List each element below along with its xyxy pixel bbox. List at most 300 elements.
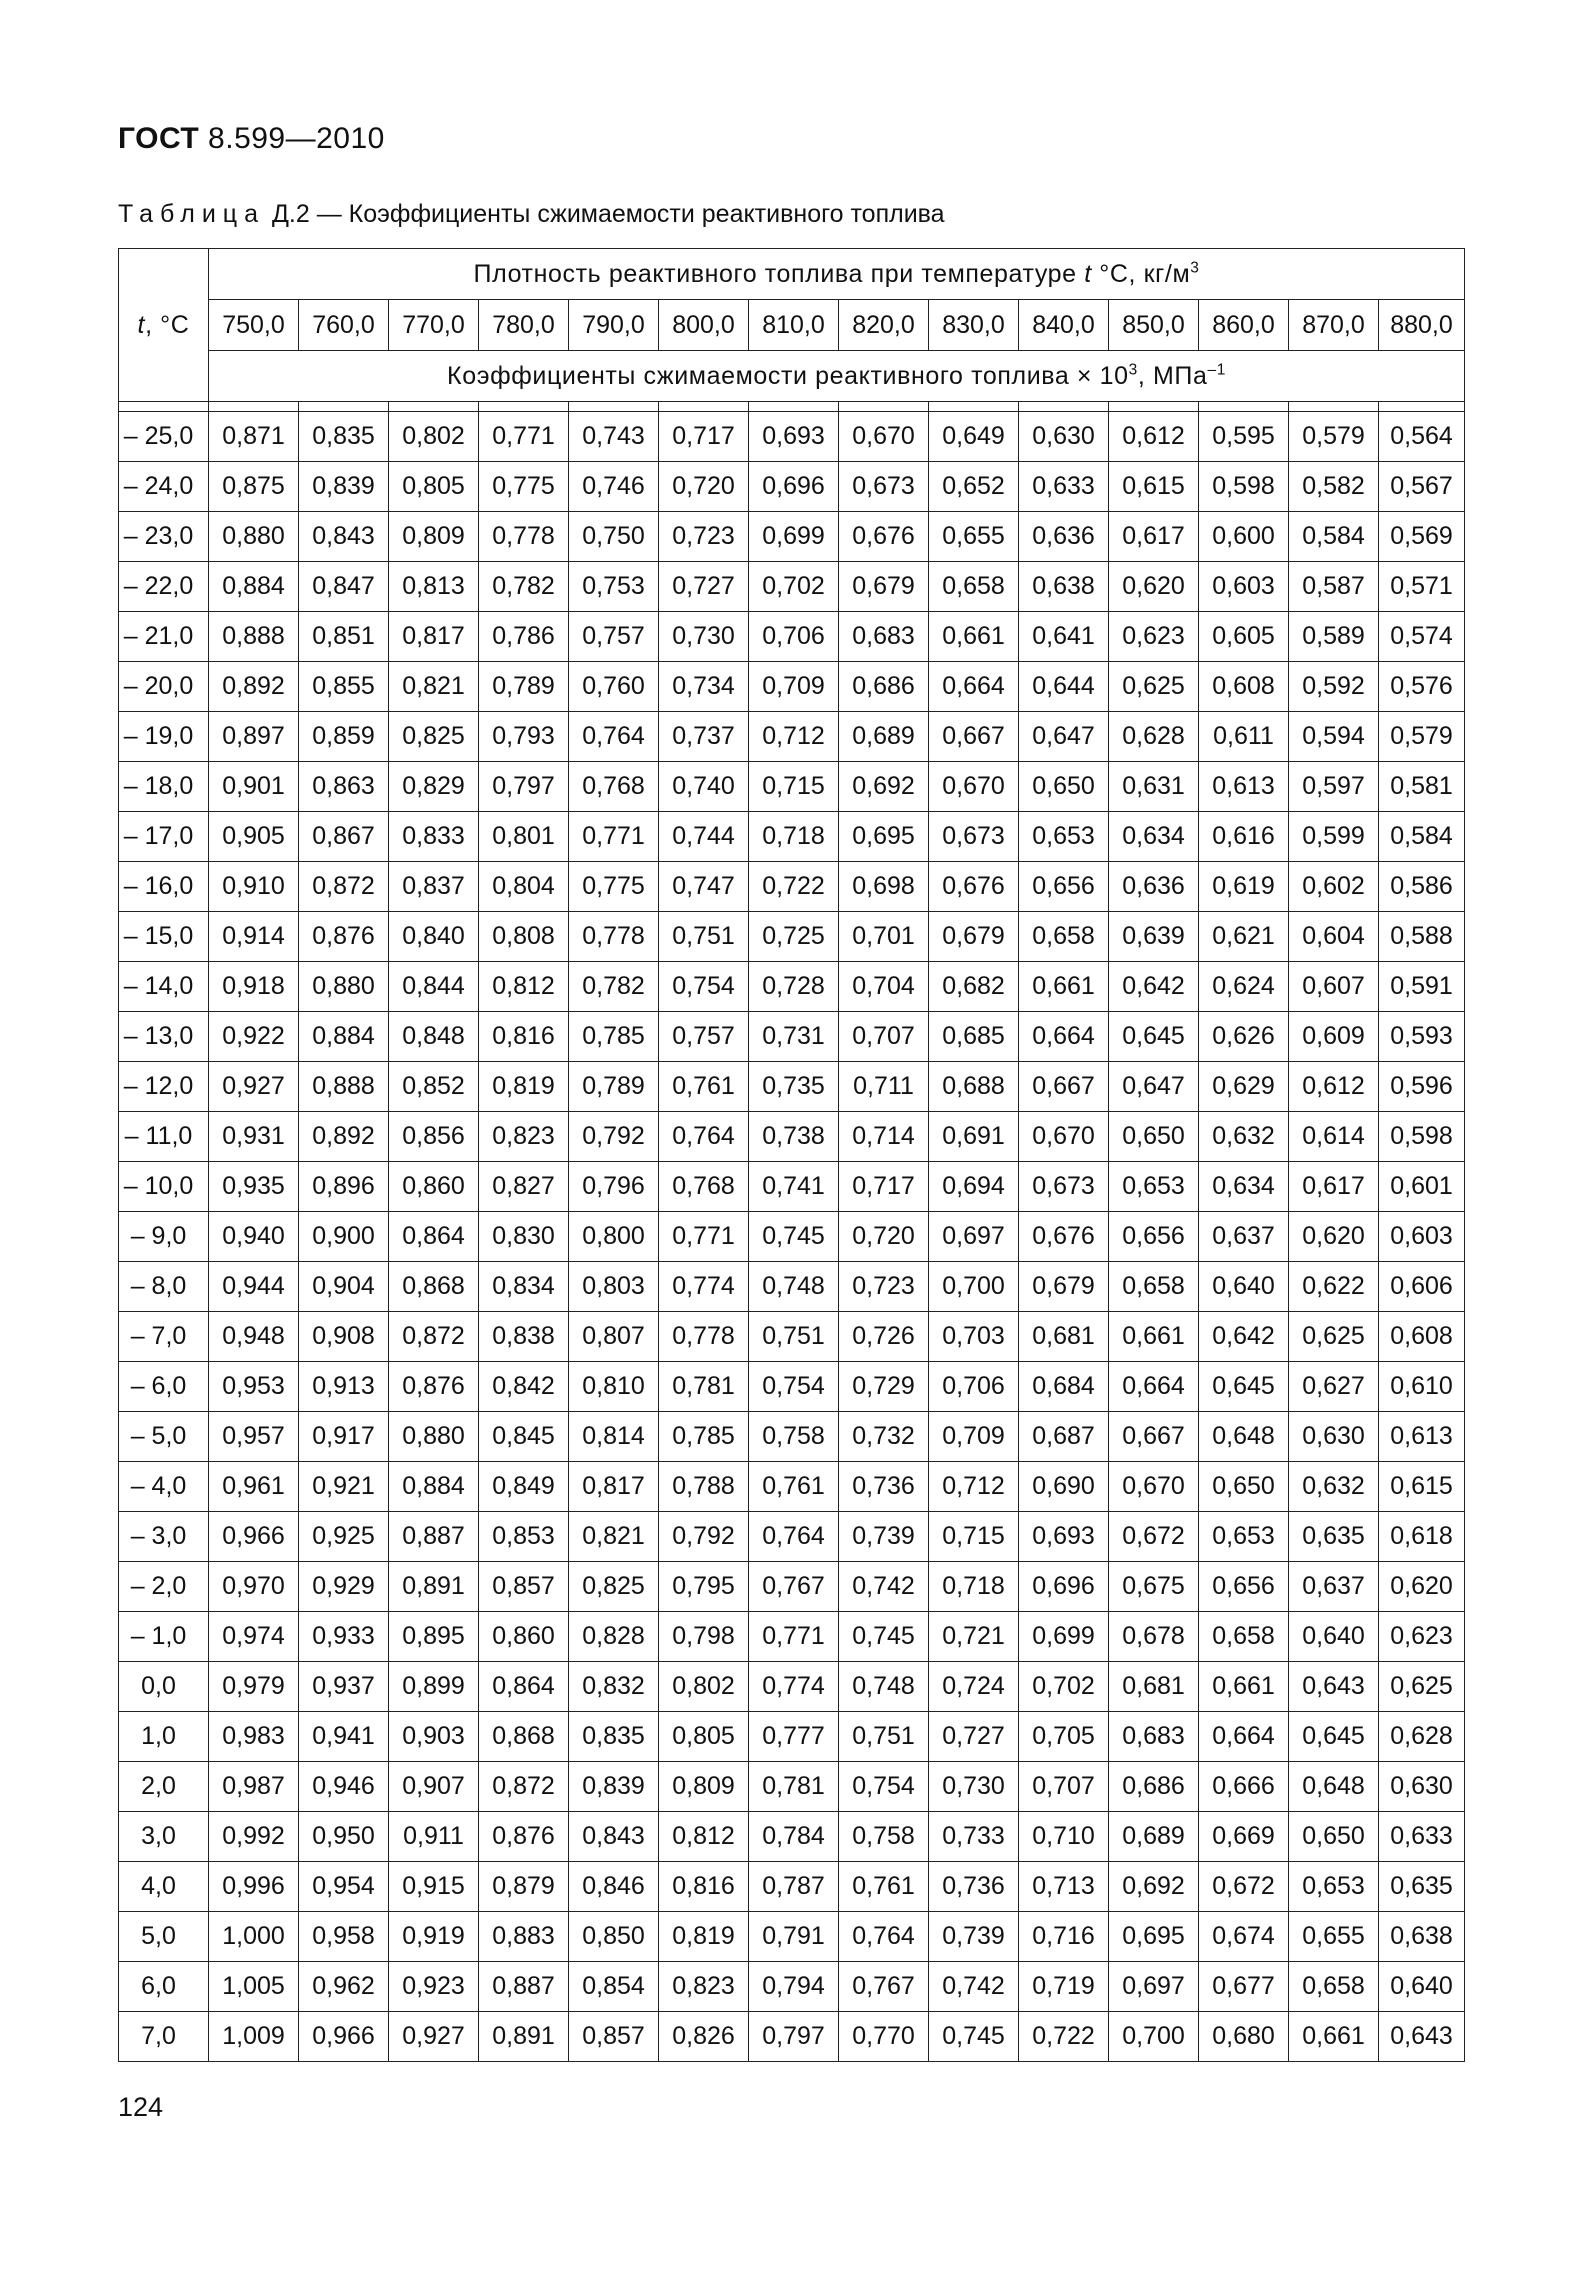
coefficient-cell: 0,670 xyxy=(1109,1462,1199,1512)
density-column-header: 830,0 xyxy=(929,300,1019,351)
coefficient-cell: 0,892 xyxy=(209,662,299,712)
coefficient-cell: 0,627 xyxy=(1289,1362,1379,1412)
coefficient-cell: 0,834 xyxy=(479,1262,569,1312)
coefficient-cell: 0,807 xyxy=(569,1312,659,1362)
table-row xyxy=(119,1362,1465,1412)
coefficient-cell: 0,661 xyxy=(1019,962,1109,1012)
coefficient-cell: 0,805 xyxy=(659,1712,749,1762)
coefficient-cell: 0,747 xyxy=(659,862,749,912)
coefficient-cell: 0,635 xyxy=(1289,1512,1379,1562)
coefficient-cell: 0,652 xyxy=(929,462,1019,512)
table-row xyxy=(119,1612,1465,1662)
coefficient-cell: 0,567 xyxy=(1379,462,1465,512)
coefficient-cell: 0,800 xyxy=(569,1212,659,1262)
coefficient-cell: 0,794 xyxy=(749,1962,839,2012)
coefficient-cell: 0,922 xyxy=(209,1012,299,1062)
coefficient-cell: 0,846 xyxy=(569,1862,659,1912)
coefficient-cell: 0,596 xyxy=(1379,1062,1465,1112)
coefficient-cell: 0,777 xyxy=(749,1712,839,1762)
coefficient-cell: 0,761 xyxy=(839,1862,929,1912)
coefficient-cell: 0,656 xyxy=(1199,1562,1289,1612)
coefficient-cell: 0,614 xyxy=(1289,1112,1379,1162)
coefficient-cell: 0,655 xyxy=(1289,1912,1379,1962)
coefficient-cell: 0,664 xyxy=(929,662,1019,712)
coefficient-cell: 0,611 xyxy=(1199,712,1289,762)
table-row xyxy=(119,512,1465,562)
coefficient-cell: 0,931 xyxy=(209,1112,299,1162)
table-row xyxy=(119,1662,1465,1712)
coefficient-cell: 0,622 xyxy=(1289,1262,1379,1312)
header-separator xyxy=(1379,402,1465,412)
header-separator xyxy=(749,402,839,412)
coefficient-cell: 0,771 xyxy=(749,1612,839,1662)
coefficient-cell: 0,768 xyxy=(659,1162,749,1212)
coefficient-cell: 0,735 xyxy=(749,1062,839,1112)
coefficient-cell: 0,670 xyxy=(1019,1112,1109,1162)
gost-number: 8.599—2010 xyxy=(208,122,385,155)
coefficient-cell: 0,842 xyxy=(479,1362,569,1412)
coefficient-cell: 0,608 xyxy=(1199,662,1289,712)
coefficient-cell: 0,868 xyxy=(389,1262,479,1312)
coefficient-cell: 0,687 xyxy=(1019,1412,1109,1462)
table-row xyxy=(119,962,1465,1012)
coefficient-cell: 0,628 xyxy=(1379,1712,1465,1762)
coefficient-cell: 0,653 xyxy=(1109,1162,1199,1212)
coefficient-cell: 0,643 xyxy=(1379,2012,1465,2062)
coefficient-cell: 0,697 xyxy=(929,1212,1019,1262)
coefficient-cell: 0,681 xyxy=(1109,1662,1199,1712)
coefficient-cell: 0,645 xyxy=(1289,1712,1379,1762)
temperature-cell: 6,0 xyxy=(119,1962,209,2012)
table-row xyxy=(119,912,1465,962)
coefficient-cell: 0,884 xyxy=(389,1462,479,1512)
coefficient-cell: 0,640 xyxy=(1379,1962,1465,2012)
coefficient-cell: 1,009 xyxy=(209,2012,299,2062)
coefficient-cell: 0,921 xyxy=(299,1462,389,1512)
coefficient-cell: 0,734 xyxy=(659,662,749,712)
coefficient-cell: 0,599 xyxy=(1289,812,1379,862)
coefficient-cell: 0,729 xyxy=(839,1362,929,1412)
coefficient-cell: 0,641 xyxy=(1019,612,1109,662)
coefficient-cell: 0,571 xyxy=(1379,562,1465,612)
coefficient-cell: 0,620 xyxy=(1109,562,1199,612)
coefficient-cell: 0,626 xyxy=(1199,1012,1289,1062)
coefficient-cell: 0,633 xyxy=(1379,1812,1465,1862)
coefficient-cell: 0,798 xyxy=(659,1612,749,1662)
coefficient-cell: 0,935 xyxy=(209,1162,299,1212)
coefficient-cell: 0,843 xyxy=(569,1812,659,1862)
coefficient-cell: 0,607 xyxy=(1289,962,1379,1012)
coefficient-cell: 0,843 xyxy=(299,512,389,562)
coefficient-cell: 0,775 xyxy=(479,462,569,512)
coefficient-cell: 0,786 xyxy=(479,612,569,662)
coefficient-cell: 0,838 xyxy=(479,1312,569,1362)
coefficient-cell: 0,782 xyxy=(479,562,569,612)
coefficient-cell: 1,000 xyxy=(209,1912,299,1962)
temperature-cell: – 12,0 xyxy=(119,1062,209,1112)
coefficient-cell: 0,744 xyxy=(659,812,749,862)
coefficient-cell: 0,748 xyxy=(749,1262,839,1312)
coefficient-cell: 0,778 xyxy=(659,1312,749,1362)
coefficient-cell: 0,813 xyxy=(389,562,479,612)
coefficient-cell: 0,702 xyxy=(749,562,839,612)
temperature-cell: – 20,0 xyxy=(119,662,209,712)
coefficient-cell: 0,700 xyxy=(1109,2012,1199,2062)
coefficient-cell: 0,678 xyxy=(1109,1612,1199,1662)
coefficient-cell: 0,720 xyxy=(839,1212,929,1262)
coefficient-cell: 1,005 xyxy=(209,1962,299,2012)
coefficient-cell: 0,797 xyxy=(749,2012,839,2062)
coefficient-cell: 0,872 xyxy=(299,862,389,912)
coefficient-cell: 0,683 xyxy=(839,612,929,662)
coefficient-cell: 0,600 xyxy=(1199,512,1289,562)
coefficient-cell: 0,887 xyxy=(389,1512,479,1562)
coefficient-cell: 0,636 xyxy=(1109,862,1199,912)
coefficient-cell: 0,696 xyxy=(749,462,839,512)
coefficient-cell: 0,616 xyxy=(1199,812,1289,862)
coefficient-cell: 0,717 xyxy=(839,1162,929,1212)
density-column-header: 840,0 xyxy=(1019,300,1109,351)
coefficient-cell: 0,661 xyxy=(1289,2012,1379,2062)
table-row xyxy=(119,412,1465,462)
coefficient-cell: 0,610 xyxy=(1379,1362,1465,1412)
coefficient-cell: 0,698 xyxy=(839,862,929,912)
coefficient-cell: 0,751 xyxy=(659,912,749,962)
coefficient-cell: 0,650 xyxy=(1199,1462,1289,1512)
coefficient-cell: 0,714 xyxy=(839,1112,929,1162)
coefficient-cell: 0,672 xyxy=(1109,1512,1199,1562)
coefficient-cell: 0,929 xyxy=(299,1562,389,1612)
coefficient-cell: 0,648 xyxy=(1289,1762,1379,1812)
coefficient-cell: 0,637 xyxy=(1289,1562,1379,1612)
density-column-header: 820,0 xyxy=(839,300,929,351)
table-row xyxy=(119,862,1465,912)
table-row xyxy=(119,1812,1465,1862)
temperature-cell: – 4,0 xyxy=(119,1462,209,1512)
header-separator xyxy=(479,402,569,412)
coefficient-cell: 0,903 xyxy=(389,1712,479,1762)
coefficient-cell: 0,608 xyxy=(1379,1312,1465,1362)
coefficient-cell: 0,887 xyxy=(479,1962,569,2012)
coefficient-cell: 0,692 xyxy=(839,762,929,812)
coefficient-cell: 0,797 xyxy=(479,762,569,812)
temperature-cell: – 11,0 xyxy=(119,1112,209,1162)
coefficient-cell: 0,718 xyxy=(929,1562,1019,1612)
coefficient-cell: 0,739 xyxy=(929,1912,1019,1962)
coefficient-cell: 0,801 xyxy=(479,812,569,862)
coefficient-cell: 0,782 xyxy=(569,962,659,1012)
coefficient-cell: 0,701 xyxy=(839,912,929,962)
coefficient-cell: 0,957 xyxy=(209,1412,299,1462)
coefficient-cell: 0,613 xyxy=(1379,1412,1465,1462)
coefficient-cell: 0,706 xyxy=(749,612,839,662)
coefficient-cell: 0,648 xyxy=(1199,1412,1289,1462)
coefficient-cell: 0,603 xyxy=(1379,1212,1465,1262)
coefficient-cell: 0,609 xyxy=(1289,1012,1379,1062)
coefficient-cell: 0,677 xyxy=(1199,1962,1289,2012)
table-row xyxy=(119,1562,1465,1612)
coefficient-cell: 0,689 xyxy=(839,712,929,762)
coefficient-cell: 0,594 xyxy=(1289,712,1379,762)
coefficient-cell: 0,745 xyxy=(929,2012,1019,2062)
coefficient-cell: 0,676 xyxy=(1019,1212,1109,1262)
coefficient-cell: 0,679 xyxy=(839,562,929,612)
temperature-cell: 4,0 xyxy=(119,1862,209,1912)
coefficient-cell: 0,742 xyxy=(839,1562,929,1612)
coefficient-cell: 0,634 xyxy=(1199,1162,1289,1212)
density-column-header: 750,0 xyxy=(209,300,299,351)
coefficient-cell: 0,658 xyxy=(1109,1262,1199,1312)
coefficient-cell: 0,879 xyxy=(479,1862,569,1912)
coefficient-cell: 0,805 xyxy=(389,462,479,512)
coefficient-cell: 0,690 xyxy=(1019,1462,1109,1512)
temperature-cell: – 18,0 xyxy=(119,762,209,812)
table-row xyxy=(119,1012,1465,1062)
coefficient-cell: 0,676 xyxy=(929,862,1019,912)
coefficient-cell: 0,728 xyxy=(749,962,839,1012)
temperature-cell: – 6,0 xyxy=(119,1362,209,1412)
coefficient-cell: 0,944 xyxy=(209,1262,299,1312)
coefficient-cell: 0,880 xyxy=(389,1412,479,1462)
coefficient-cell: 0,770 xyxy=(839,2012,929,2062)
coefficient-cell: 0,804 xyxy=(479,862,569,912)
coefficient-cell: 0,948 xyxy=(209,1312,299,1362)
coefficient-cell: 0,743 xyxy=(569,412,659,462)
document-header xyxy=(118,122,385,156)
coefficient-cell: 0,618 xyxy=(1379,1512,1465,1562)
coefficient-cell: 0,974 xyxy=(209,1612,299,1662)
coefficient-cell: 0,828 xyxy=(569,1612,659,1662)
coefficient-cell: 0,584 xyxy=(1379,812,1465,862)
temperature-cell: – 25,0 xyxy=(119,412,209,462)
coefficient-cell: 0,953 xyxy=(209,1362,299,1412)
header-separator xyxy=(1199,402,1289,412)
coefficient-cell: 0,661 xyxy=(929,612,1019,662)
coefficient-cell: 0,632 xyxy=(1289,1462,1379,1512)
temperature-cell: – 24,0 xyxy=(119,462,209,512)
coefficient-cell: 0,888 xyxy=(209,612,299,662)
coefficient-cell: 0,706 xyxy=(929,1362,1019,1412)
temperature-cell: – 8,0 xyxy=(119,1262,209,1312)
coefficient-cell: 0,730 xyxy=(659,612,749,662)
coefficient-cell: 0,591 xyxy=(1379,962,1465,1012)
density-column-header: 790,0 xyxy=(569,300,659,351)
coefficient-cell: 0,845 xyxy=(479,1412,569,1462)
coefficient-cell: 0,826 xyxy=(659,2012,749,2062)
coefficient-cell: 0,638 xyxy=(1379,1912,1465,1962)
coefficient-cell: 0,823 xyxy=(479,1112,569,1162)
coefficient-cell: 0,746 xyxy=(569,462,659,512)
coefficient-cell: 0,899 xyxy=(389,1662,479,1712)
coefficient-cell: 0,768 xyxy=(569,762,659,812)
coefficient-cell: 0,823 xyxy=(659,1962,749,2012)
coefficient-cell: 0,742 xyxy=(929,1962,1019,2012)
coefficient-cell: 0,645 xyxy=(1199,1362,1289,1412)
coefficient-cell: 0,653 xyxy=(1289,1862,1379,1912)
coefficient-cell: 0,864 xyxy=(479,1662,569,1712)
gost-word: ГОСТ xyxy=(118,122,200,155)
coefficient-cell: 0,958 xyxy=(299,1912,389,1962)
header-separator xyxy=(209,402,299,412)
coefficient-cell: 0,682 xyxy=(929,962,1019,1012)
coefficient-cell: 0,598 xyxy=(1199,462,1289,512)
header-separator xyxy=(659,402,749,412)
coefficient-cell: 0,911 xyxy=(389,1812,479,1862)
coefficient-cell: 0,908 xyxy=(299,1312,389,1362)
coefficient-cell: 0,736 xyxy=(839,1462,929,1512)
coefficient-cell: 0,715 xyxy=(749,762,839,812)
coefficient-cell: 0,699 xyxy=(1019,1612,1109,1662)
coefficient-cell: 0,633 xyxy=(1019,462,1109,512)
header-separator xyxy=(119,402,209,412)
coefficient-cell: 0,656 xyxy=(1109,1212,1199,1262)
table-row xyxy=(119,1062,1465,1112)
coefficient-cell: 0,791 xyxy=(749,1912,839,1962)
coefficient-cell: 0,653 xyxy=(1199,1512,1289,1562)
coefficient-cell: 0,802 xyxy=(389,412,479,462)
coefficient-cell: 0,850 xyxy=(569,1912,659,1962)
coefficient-cell: 0,680 xyxy=(1199,2012,1289,2062)
coefficient-cell: 0,720 xyxy=(659,462,749,512)
coefficient-cell: 0,738 xyxy=(749,1112,839,1162)
coefficient-cell: 0,691 xyxy=(929,1112,1019,1162)
coefficient-cell: 0,740 xyxy=(659,762,749,812)
coefficient-cell: 0,629 xyxy=(1199,1062,1289,1112)
coefficient-cell: 0,697 xyxy=(1109,1962,1199,2012)
coefficient-cell: 0,774 xyxy=(659,1262,749,1312)
coefficient-cell: 0,789 xyxy=(479,662,569,712)
coefficient-cell: 0,757 xyxy=(659,1012,749,1062)
coefficient-cell: 0,778 xyxy=(569,912,659,962)
coefficient-cell: 0,643 xyxy=(1289,1662,1379,1712)
coefficient-cell: 0,737 xyxy=(659,712,749,762)
coefficient-cell: 0,623 xyxy=(1379,1612,1465,1662)
header-separator xyxy=(839,402,929,412)
coefficient-cell: 0,923 xyxy=(389,1962,479,2012)
coefficient-cell: 0,664 xyxy=(1199,1712,1289,1762)
coefficient-cell: 0,721 xyxy=(929,1612,1019,1662)
coefficient-cell: 0,574 xyxy=(1379,612,1465,662)
coefficient-cell: 0,692 xyxy=(1109,1862,1199,1912)
coefficient-cell: 0,849 xyxy=(479,1462,569,1512)
coefficient-cell: 0,647 xyxy=(1019,712,1109,762)
coefficient-cell: 0,771 xyxy=(479,412,569,462)
coefficient-cell: 0,987 xyxy=(209,1762,299,1812)
coefficient-cell: 0,675 xyxy=(1109,1562,1199,1612)
coefficient-cell: 0,835 xyxy=(299,412,389,462)
coefficient-cell: 0,825 xyxy=(569,1562,659,1612)
coefficient-cell: 0,788 xyxy=(659,1462,749,1512)
coefficient-cell: 0,673 xyxy=(1019,1162,1109,1212)
coefficient-cell: 0,667 xyxy=(1019,1062,1109,1112)
coefficient-cell: 0,771 xyxy=(659,1212,749,1262)
temperature-cell: 3,0 xyxy=(119,1812,209,1862)
coefficient-cell: 0,996 xyxy=(209,1862,299,1912)
table-row xyxy=(119,612,1465,662)
coefficient-cell: 0,694 xyxy=(929,1162,1019,1212)
coefficient-cell: 0,645 xyxy=(1109,1012,1199,1062)
temperature-cell: – 23,0 xyxy=(119,512,209,562)
coefficient-cell: 0,855 xyxy=(299,662,389,712)
coefficient-cell: 0,722 xyxy=(1019,2012,1109,2062)
coefficient-cell: 0,892 xyxy=(299,1112,389,1162)
coefficient-cell: 0,785 xyxy=(569,1012,659,1062)
temperature-cell: – 9,0 xyxy=(119,1212,209,1262)
coefficient-cell: 0,933 xyxy=(299,1612,389,1662)
density-column-header: 860,0 xyxy=(1199,300,1289,351)
coefficient-cell: 0,839 xyxy=(569,1762,659,1812)
header-separator xyxy=(1289,402,1379,412)
coefficient-cell: 0,630 xyxy=(1379,1762,1465,1812)
coefficient-cell: 0,781 xyxy=(659,1362,749,1412)
coefficient-cell: 0,871 xyxy=(209,412,299,462)
header-separator xyxy=(299,402,389,412)
coefficient-cell: 0,658 xyxy=(929,562,1019,612)
table-caption xyxy=(118,200,945,229)
coefficient-cell: 0,857 xyxy=(479,1562,569,1612)
coefficient-cell: 0,736 xyxy=(929,1862,1019,1912)
coefficient-cell: 0,792 xyxy=(659,1512,749,1562)
coefficient-cell: 0,655 xyxy=(929,512,1019,562)
header-separator xyxy=(1019,402,1109,412)
coefficient-cell: 0,658 xyxy=(1199,1612,1289,1662)
coefficient-cell: 0,771 xyxy=(569,812,659,862)
density-column-header: 760,0 xyxy=(299,300,389,351)
coefficient-cell: 0,731 xyxy=(749,1012,839,1062)
header-separator xyxy=(929,402,1019,412)
coefficient-cell: 0,884 xyxy=(209,562,299,612)
density-column-header: 870,0 xyxy=(1289,300,1379,351)
coefficient-cell: 0,723 xyxy=(659,512,749,562)
coefficient-cell: 0,789 xyxy=(569,1062,659,1112)
coefficient-cell: 0,732 xyxy=(839,1412,929,1462)
coefficient-cell: 0,686 xyxy=(839,662,929,712)
coefficient-cell: 0,793 xyxy=(479,712,569,762)
coefficient-cell: 0,709 xyxy=(929,1412,1019,1462)
coefficient-cell: 0,819 xyxy=(659,1912,749,1962)
coefficient-cell: 0,760 xyxy=(569,662,659,712)
coefficient-cell: 0,604 xyxy=(1289,912,1379,962)
temperature-cell: – 1,0 xyxy=(119,1612,209,1662)
coefficient-cell: 0,686 xyxy=(1109,1762,1199,1812)
coefficient-cell: 0,661 xyxy=(1109,1312,1199,1362)
temperature-cell: – 17,0 xyxy=(119,812,209,862)
coefficient-cell: 0,954 xyxy=(299,1862,389,1912)
coefficient-cell: 0,642 xyxy=(1199,1312,1289,1362)
header-separator xyxy=(389,402,479,412)
coefficient-cell: 0,582 xyxy=(1289,462,1379,512)
coefficient-cell: 0,856 xyxy=(389,1112,479,1162)
coefficient-cell: 0,621 xyxy=(1199,912,1289,962)
temperature-cell: 2,0 xyxy=(119,1762,209,1812)
coefficient-cell: 0,689 xyxy=(1109,1812,1199,1862)
coefficient-cell: 0,717 xyxy=(659,412,749,462)
coefficient-cell: 0,683 xyxy=(1109,1712,1199,1762)
coefficient-cell: 0,876 xyxy=(479,1812,569,1862)
coefficient-cell: 0,739 xyxy=(839,1512,929,1562)
coefficient-cell: 0,617 xyxy=(1109,512,1199,562)
coefficient-cell: 0,672 xyxy=(1199,1862,1289,1912)
density-column-header: 880,0 xyxy=(1379,300,1465,351)
coefficient-cell: 0,970 xyxy=(209,1562,299,1612)
coefficient-cell: 0,679 xyxy=(929,912,1019,962)
coefficient-cell: 0,658 xyxy=(1019,912,1109,962)
compressibility-table xyxy=(118,248,1465,2062)
coefficient-cell: 0,764 xyxy=(839,1912,929,1962)
coefficient-cell: 0,891 xyxy=(479,2012,569,2062)
coefficient-cell: 0,918 xyxy=(209,962,299,1012)
coefficient-cell: 0,867 xyxy=(299,812,389,862)
